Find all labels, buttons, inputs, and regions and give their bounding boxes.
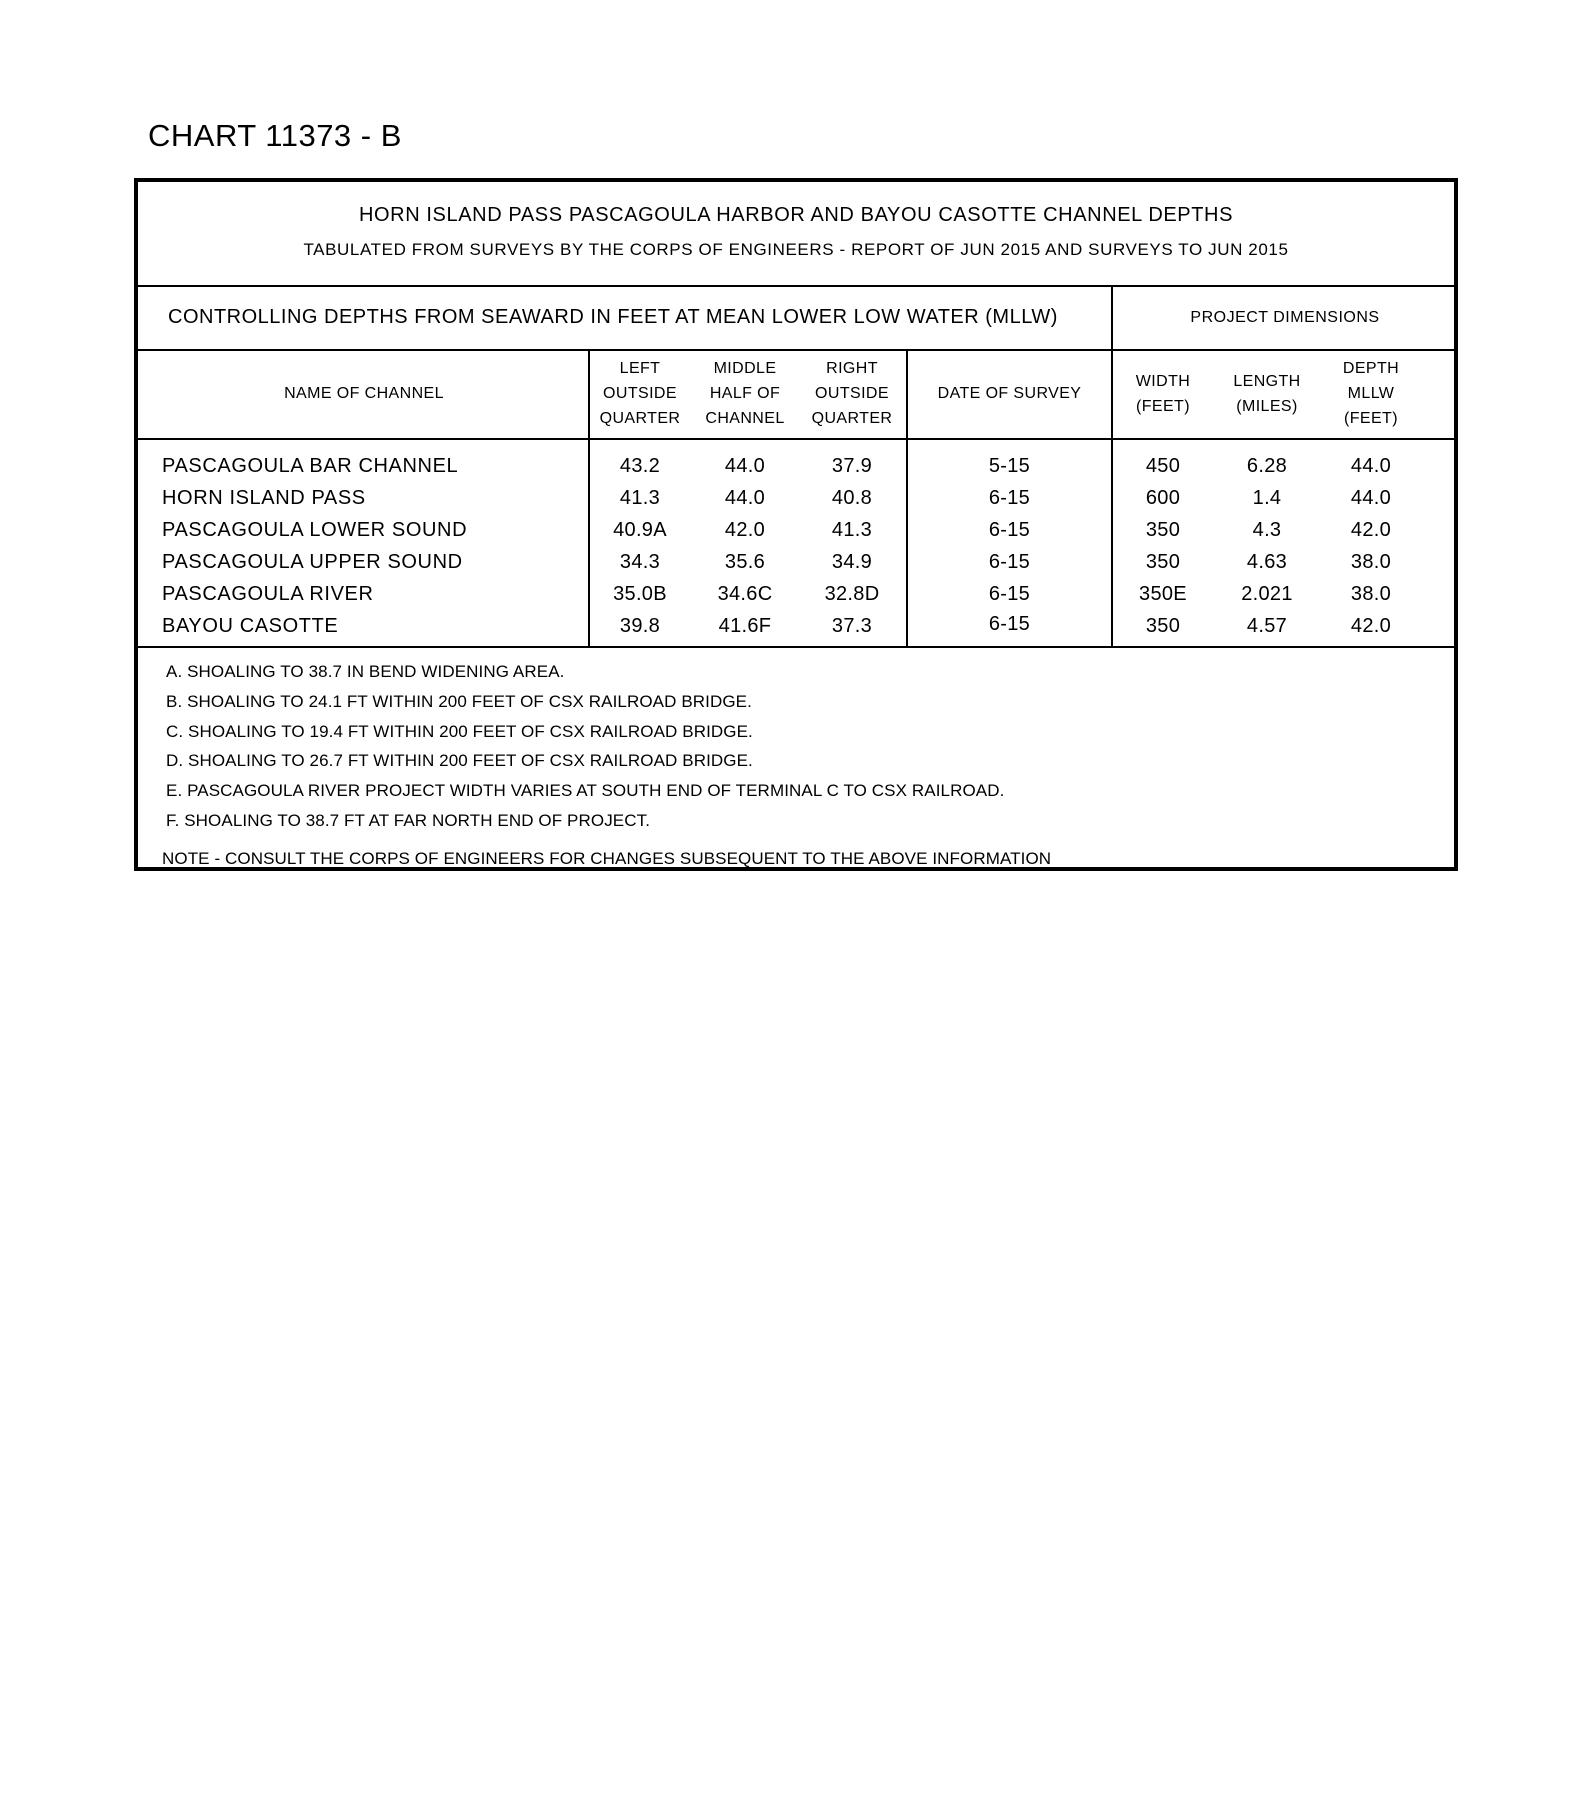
channel-name: BAYOU CASOTTE bbox=[162, 615, 339, 637]
project-width: 350 bbox=[1145, 615, 1181, 637]
middle-half-depth: 44.0 bbox=[724, 487, 766, 509]
middle-half-depth: 44.0 bbox=[724, 455, 766, 477]
middle-half-depth: 35.6 bbox=[724, 551, 766, 573]
table-title: HORN ISLAND PASS PASCAGOULA HARBOR AND BAYOU CASOTTE CHANNEL DEPTHS bbox=[358, 204, 1234, 226]
header-line: (MILES) bbox=[1236, 398, 1298, 415]
project-depth: 44.0 bbox=[1350, 487, 1392, 509]
footnote-c: C. SHOALING TO 19.4 FT WITHIN 200 FEET OF CSX RAILROAD BRIDGE. bbox=[166, 722, 753, 741]
table-subtitle: TABULATED FROM SURVEYS BY THE CORPS OF ENGINEERS - REPORT OF JUN 2015 AND SURVEYS TO JUN 2015 bbox=[303, 240, 1289, 259]
project-depth: 44.0 bbox=[1350, 455, 1392, 477]
channel-depths-table bbox=[134, 178, 1458, 871]
header-line: LENGTH bbox=[1233, 373, 1301, 390]
right-quarter-depth: 41.3 bbox=[831, 519, 873, 541]
project-depth: 38.0 bbox=[1350, 583, 1392, 605]
left-quarter-depth: 40.9A bbox=[613, 519, 667, 541]
header-line: CHANNEL bbox=[705, 410, 785, 427]
right-quarter-depth: 37.3 bbox=[831, 615, 873, 637]
divider-section bbox=[138, 349, 1454, 351]
project-length: 4.57 bbox=[1246, 615, 1288, 637]
header-line: LEFT bbox=[619, 360, 661, 377]
footnote-d: D. SHOALING TO 26.7 FT WITHIN 200 FEET OF CSX RAILROAD BRIDGE. bbox=[166, 751, 753, 770]
left-quarter-depth: 43.2 bbox=[619, 455, 661, 477]
column-header-left-outside-quarter bbox=[590, 356, 690, 431]
right-quarter-depth: 40.8 bbox=[831, 487, 873, 509]
header-line: OUTSIDE bbox=[603, 385, 677, 402]
project-length: 6.28 bbox=[1246, 455, 1288, 477]
project-length: 2.021 bbox=[1241, 583, 1293, 605]
consult-note: NOTE - CONSULT THE CORPS OF ENGINEERS FOR CHANGES SUBSEQUENT TO THE ABOVE INFORMATION bbox=[162, 849, 1052, 868]
footnote-e: E. PASCAGOULA RIVER PROJECT WIDTH VARIES AT SOUTH END OF TERMINAL C TO CSX RAILROAD. bbox=[166, 781, 1005, 800]
project-width: 350E bbox=[1139, 583, 1187, 605]
project-width: 450 bbox=[1145, 455, 1181, 477]
header-line: DEPTH bbox=[1342, 360, 1400, 377]
middle-half-depth: 42.0 bbox=[724, 519, 766, 541]
channel-name: PASCAGOULA RIVER bbox=[162, 583, 374, 605]
column-header-middle-half bbox=[695, 356, 795, 431]
project-width: 350 bbox=[1145, 551, 1181, 573]
column-header-date-of-survey: DATE OF SURVEY bbox=[937, 385, 1082, 402]
footnote-b: B. SHOALING TO 24.1 FT WITHIN 200 FEET OF CSX RAILROAD BRIDGE. bbox=[166, 692, 752, 711]
survey-date: 6-15 bbox=[988, 487, 1031, 509]
channel-name: PASCAGOULA LOWER SOUND bbox=[162, 519, 468, 541]
right-quarter-depth: 32.8D bbox=[824, 583, 880, 605]
column-header-name: NAME OF CHANNEL bbox=[284, 385, 444, 402]
left-quarter-depth: 35.0B bbox=[613, 583, 667, 605]
project-length: 4.3 bbox=[1252, 519, 1282, 541]
column-header-right-outside-quarter bbox=[800, 356, 904, 431]
header-line: WIDTH bbox=[1135, 373, 1191, 390]
header-line: MLLW bbox=[1347, 385, 1395, 402]
header-line: RIGHT bbox=[826, 360, 878, 377]
channel-name: PASCAGOULA BAR CHANNEL bbox=[162, 455, 459, 477]
survey-date: 6-15 bbox=[988, 519, 1031, 541]
divider-body bbox=[138, 646, 1454, 648]
project-depth: 42.0 bbox=[1350, 519, 1392, 541]
footnote-a: A. SHOALING TO 38.7 IN BEND WIDENING AREA. bbox=[166, 662, 565, 681]
controlling-depths-label: CONTROLLING DEPTHS FROM SEAWARD IN FEET AT MEAN LOWER LOW WATER (MLLW) bbox=[168, 306, 1058, 328]
header-line: (FEET) bbox=[1136, 398, 1190, 415]
footnote-f: F. SHOALING TO 38.7 FT AT FAR NORTH END OF PROJECT. bbox=[166, 811, 651, 830]
project-dimensions-label: PROJECT DIMENSIONS bbox=[1190, 309, 1380, 326]
column-header-length bbox=[1215, 369, 1319, 419]
survey-date: 6-15 bbox=[988, 551, 1031, 573]
channel-name: HORN ISLAND PASS bbox=[162, 487, 366, 509]
column-header-width bbox=[1113, 369, 1213, 419]
chart-number-title: CHART 11373 - B bbox=[148, 118, 402, 153]
header-line: MIDDLE bbox=[713, 360, 777, 377]
project-width: 350 bbox=[1145, 519, 1181, 541]
middle-half-depth: 41.6F bbox=[718, 615, 772, 637]
header-line: (FEET) bbox=[1344, 410, 1398, 427]
header-line: QUARTER bbox=[811, 410, 893, 427]
right-quarter-depth: 34.9 bbox=[831, 551, 873, 573]
header-line: OUTSIDE bbox=[815, 385, 889, 402]
project-depth: 42.0 bbox=[1350, 615, 1392, 637]
survey-date: 6-15 bbox=[988, 583, 1031, 605]
header-line: QUARTER bbox=[599, 410, 681, 427]
survey-date: 5-15 bbox=[988, 455, 1031, 477]
project-length: 4.63 bbox=[1246, 551, 1288, 573]
left-quarter-depth: 41.3 bbox=[619, 487, 661, 509]
left-quarter-depth: 39.8 bbox=[619, 615, 661, 637]
project-width: 600 bbox=[1145, 487, 1181, 509]
survey-date: 6-15 bbox=[988, 613, 1031, 635]
project-length: 1.4 bbox=[1252, 487, 1282, 509]
channel-name: PASCAGOULA UPPER SOUND bbox=[162, 551, 463, 573]
divider-header bbox=[138, 285, 1454, 287]
middle-half-depth: 34.6C bbox=[717, 583, 773, 605]
header-line: HALF OF bbox=[709, 385, 781, 402]
right-quarter-depth: 37.9 bbox=[831, 455, 873, 477]
column-header-depth bbox=[1321, 356, 1421, 431]
project-depth: 38.0 bbox=[1350, 551, 1392, 573]
divider-columns bbox=[138, 438, 1454, 440]
left-quarter-depth: 34.3 bbox=[619, 551, 661, 573]
